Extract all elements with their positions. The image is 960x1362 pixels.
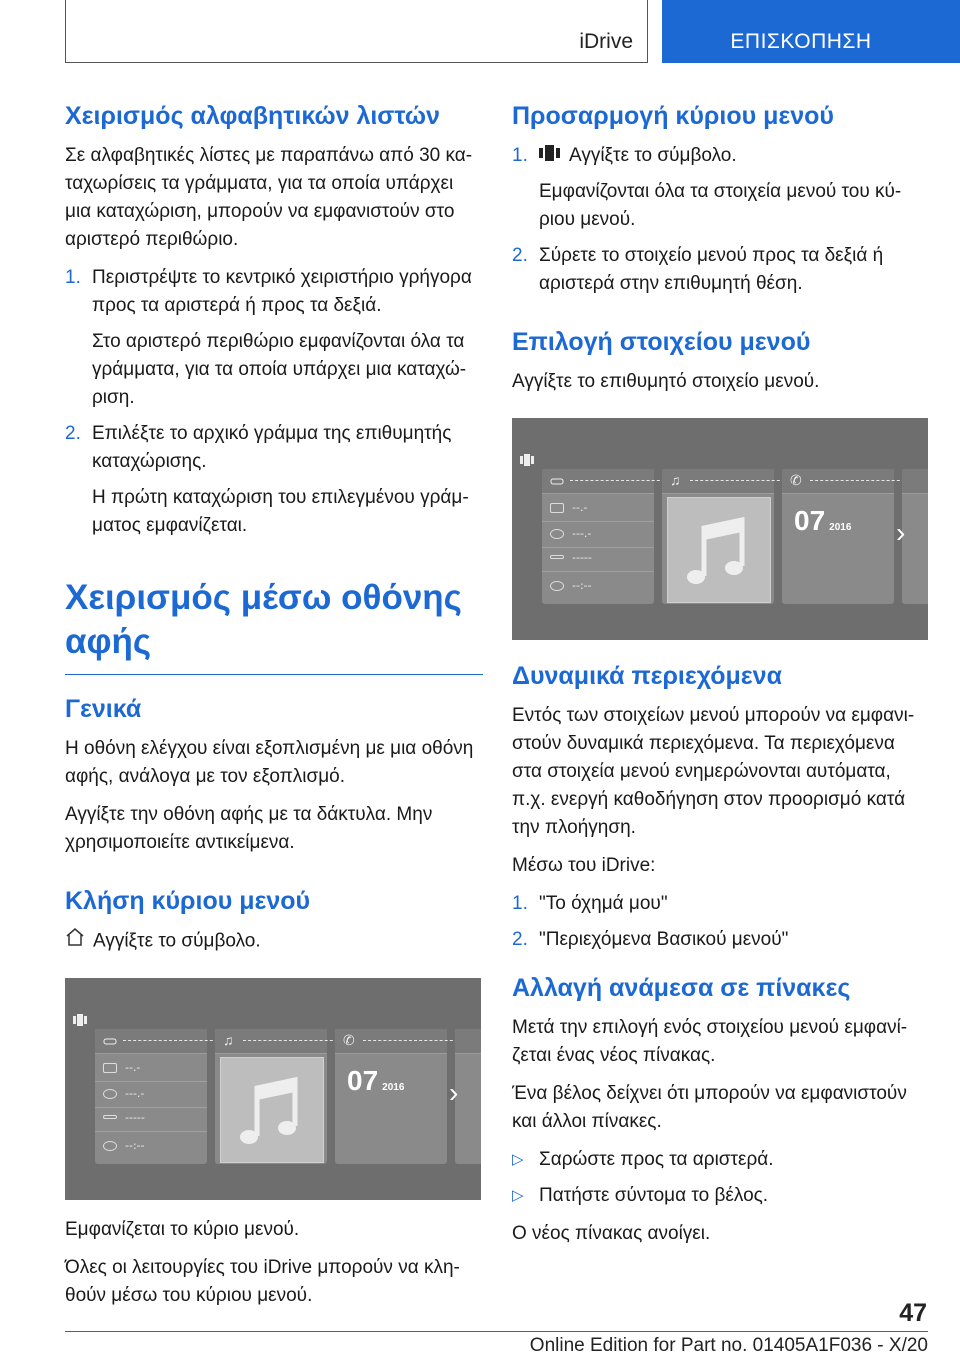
main-menu-shown: Εμφανίζεται το κύριο μενού. [65, 1219, 300, 1240]
car-icon [103, 1036, 117, 1046]
footer-edition: Online Edition for Part no. 01405A1F036 - X/20 [529, 1335, 928, 1356]
main-menu-icon [539, 142, 561, 170]
list-item [512, 1146, 928, 1174]
step-number: 1. [512, 145, 528, 166]
date-day: 07 [347, 1065, 379, 1096]
dynamic-content-path [512, 890, 928, 954]
album-art [667, 497, 771, 603]
music-note-icon [221, 1058, 323, 1162]
vehicle-row-value: --.- [572, 501, 588, 515]
footer-divider [65, 1331, 928, 1332]
alphabetic-steps [65, 264, 483, 540]
heading-dynamic-content: Δυναμικά περιεχόμενα [512, 662, 782, 691]
vehicle-row-value: --:-- [572, 579, 592, 593]
menu-path-item: "Περιεχόμενα Βασικού μενού" [539, 929, 789, 951]
step-text: Περιστρέψτε το κεντρικό χειριστήριο γρήγορα προς τα αριστερά ή προς τα δεξιά. [92, 267, 472, 316]
heading-general: Γενικά [65, 695, 142, 723]
range-icon [550, 529, 564, 539]
alphabetic-lists-intro: Σε αλφαβητικές λίστες με παραπάνω από 30 καταχωρίσεις τα γράμματα, για τα οποία υπάρχει μια καταχώριση, μπορούν να εμφανιστούν στο αριστερό περιθώριο. [65, 145, 473, 250]
next-tile [896, 469, 928, 604]
next-tile [449, 1029, 481, 1164]
step-number: 1. [65, 267, 81, 288]
phone-tile [335, 1029, 447, 1164]
list-item [512, 142, 928, 234]
main-menu-screenshot-2 [512, 418, 928, 640]
header-app-label: iDrive [579, 30, 633, 53]
triangle-bullet-icon: ▷ [512, 1187, 524, 1205]
vehicle-row-value: ----- [572, 551, 592, 565]
chevron-right-icon[interactable]: › [449, 1077, 459, 1108]
via-idrive: Μέσω του iDrive: [512, 855, 656, 877]
date-year: 2016 [829, 522, 852, 534]
switch-panels-paragraph-2: Ένα βέλος δείχνει ότι μπορούν να εμφανιστούν και άλλοι πίνακες. [512, 1083, 907, 1133]
heading-alphabetic-lists: Χειρισμός αλφαβητικών λιστών [65, 102, 440, 130]
main-menu-icon [73, 1014, 91, 1026]
vehicle-row-value: --:-- [125, 1139, 145, 1152]
main-menu-icon [520, 454, 538, 466]
triangle-bullet-icon: ▷ [512, 1151, 524, 1169]
right-column [512, 100, 928, 1258]
general-paragraph-2: Αγγίξτε την οθόνη αφής με τα δάκτυλα. Μην χρησιμοποιείτε αντικείμενα. [65, 804, 433, 853]
phone-tile [782, 469, 894, 604]
call-main-menu-text: Αγγίξτε το σύμβολο. [93, 930, 261, 952]
date-day: 07 [794, 505, 826, 537]
list-item [512, 1182, 928, 1210]
list-item [65, 420, 483, 540]
step-result: Εμφανίζονται όλα τα στοιχεία μενού του κύριου μενού. [539, 181, 902, 231]
heading-customize-main-menu: Προσαρμογή κύριου μενού [512, 102, 834, 130]
step-number: 2. [512, 245, 528, 267]
header-left-box [65, 0, 648, 63]
vehicle-row-value: ---.- [125, 1087, 145, 1100]
step-result: Η πρώτη καταχώριση του επιλεγμένου γράμματος εμφανίζεται. [92, 487, 469, 536]
vehicle-tile [95, 1029, 207, 1164]
list-item [512, 242, 928, 298]
select-menu-item-text: Αγγίξτε το επιθυμητό στοιχείο μενού. [512, 371, 820, 393]
page-number: 47 [899, 1299, 927, 1327]
music-note-icon: ♫ [670, 472, 681, 489]
vehicle-row-value: ----- [125, 1111, 145, 1124]
menu-path-item: "Το όχημά μου" [539, 893, 668, 915]
heading-touchscreen: Χειρισμός μέσω οθόνης αφής [65, 576, 483, 675]
vehicle-tile [542, 469, 654, 604]
clock-icon [103, 1141, 117, 1151]
page-header [0, 0, 960, 66]
home-icon [65, 927, 85, 956]
step-text: Επιλέξτε το αρχικό γράμμα της επιθυμητής καταχώρισης. [92, 423, 452, 472]
date-year: 2016 [382, 1082, 405, 1093]
clock-icon [550, 581, 564, 591]
switch-panels-paragraph-1: Μετά την επιλογή ενός στοιχείου μενού εμφανίζεται ένας νέος πίνακας. [512, 1017, 908, 1067]
fuel-icon [103, 1063, 117, 1073]
dynamic-content-paragraph: Εντός των στοιχείων μενού μπορούν να εμφανιστούν δυναμικά περιεχόμενα. Τα περιεχόμενα στα στοιχεία μενού ενημερώνονται αυτόματα, π.χ. ενεργή καθοδήγηση στον προορισμό κατά την πλοήγηση. [512, 705, 915, 839]
music-note-icon: ♫ [223, 1032, 234, 1048]
car-icon [550, 476, 564, 486]
list-item [512, 926, 928, 954]
phone-icon: ✆ [790, 472, 802, 489]
heading-call-main-menu: Κλήση κύριου μενού [65, 887, 311, 915]
list-item [512, 890, 928, 918]
header-section-tab [662, 0, 960, 63]
heading-switch-panels: Αλλαγή ανάμεσα σε πίνακες [512, 974, 851, 1003]
range-icon [103, 1089, 117, 1099]
media-tile [215, 1029, 327, 1164]
main-menu-screenshot [65, 978, 481, 1200]
customize-steps [512, 142, 928, 298]
step-number: 2. [512, 929, 528, 951]
phone-icon: ✆ [343, 1032, 355, 1048]
vehicle-row-value: ---.- [572, 527, 592, 541]
bullet-text: Σαρώστε προς τα αριστερά. [539, 1149, 774, 1171]
media-tile [662, 469, 774, 604]
step-result: Στο αριστερό περιθώριο εμφανίζονται όλα τα γράμματα, για τα οποία υπάρχει μια καταχώριση. [92, 331, 467, 408]
left-column [65, 100, 483, 1320]
step-text: Σύρετε το στοιχείο μενού προς τα δεξιά ή αριστερά στην επιθυμητή θέση. [539, 245, 884, 295]
vehicle-row-value: --.- [125, 1061, 141, 1074]
list-item [65, 264, 483, 412]
date-display [794, 505, 851, 537]
album-art [220, 1057, 324, 1163]
chevron-right-icon[interactable]: › [896, 517, 906, 549]
step-text: Αγγίξτε το σύμβολο. [569, 145, 737, 167]
main-menu-functions: Όλες οι λειτουργίες του iDrive μπορούν να κληθούν μέσω του κύριου μενού. [65, 1257, 460, 1306]
music-note-icon [668, 498, 770, 602]
switch-panels-bullets [512, 1146, 928, 1210]
new-panel-opens: Ο νέος πίνακας ανοίγει. [512, 1223, 711, 1245]
step-number: 2. [65, 423, 81, 444]
general-paragraph-1: Η οθόνη ελέγχου είναι εξοπλισμένη με μια οθόνη αφής, ανάλογα με τον εξοπλισμό. [65, 738, 474, 787]
date-display [347, 1065, 404, 1097]
call-main-menu-instruction [65, 927, 483, 956]
distance-icon [550, 555, 564, 559]
fuel-icon [550, 503, 564, 513]
bullet-text: Πατήστε σύντομα το βέλος. [539, 1185, 769, 1207]
heading-select-menu-item: Επιλογή στοιχείου μενού [512, 328, 811, 357]
header-section-label: ΕΠΙΣΚΟΠΗΣΗ [730, 30, 872, 53]
step-number: 1. [512, 893, 528, 915]
distance-icon [103, 1115, 117, 1119]
